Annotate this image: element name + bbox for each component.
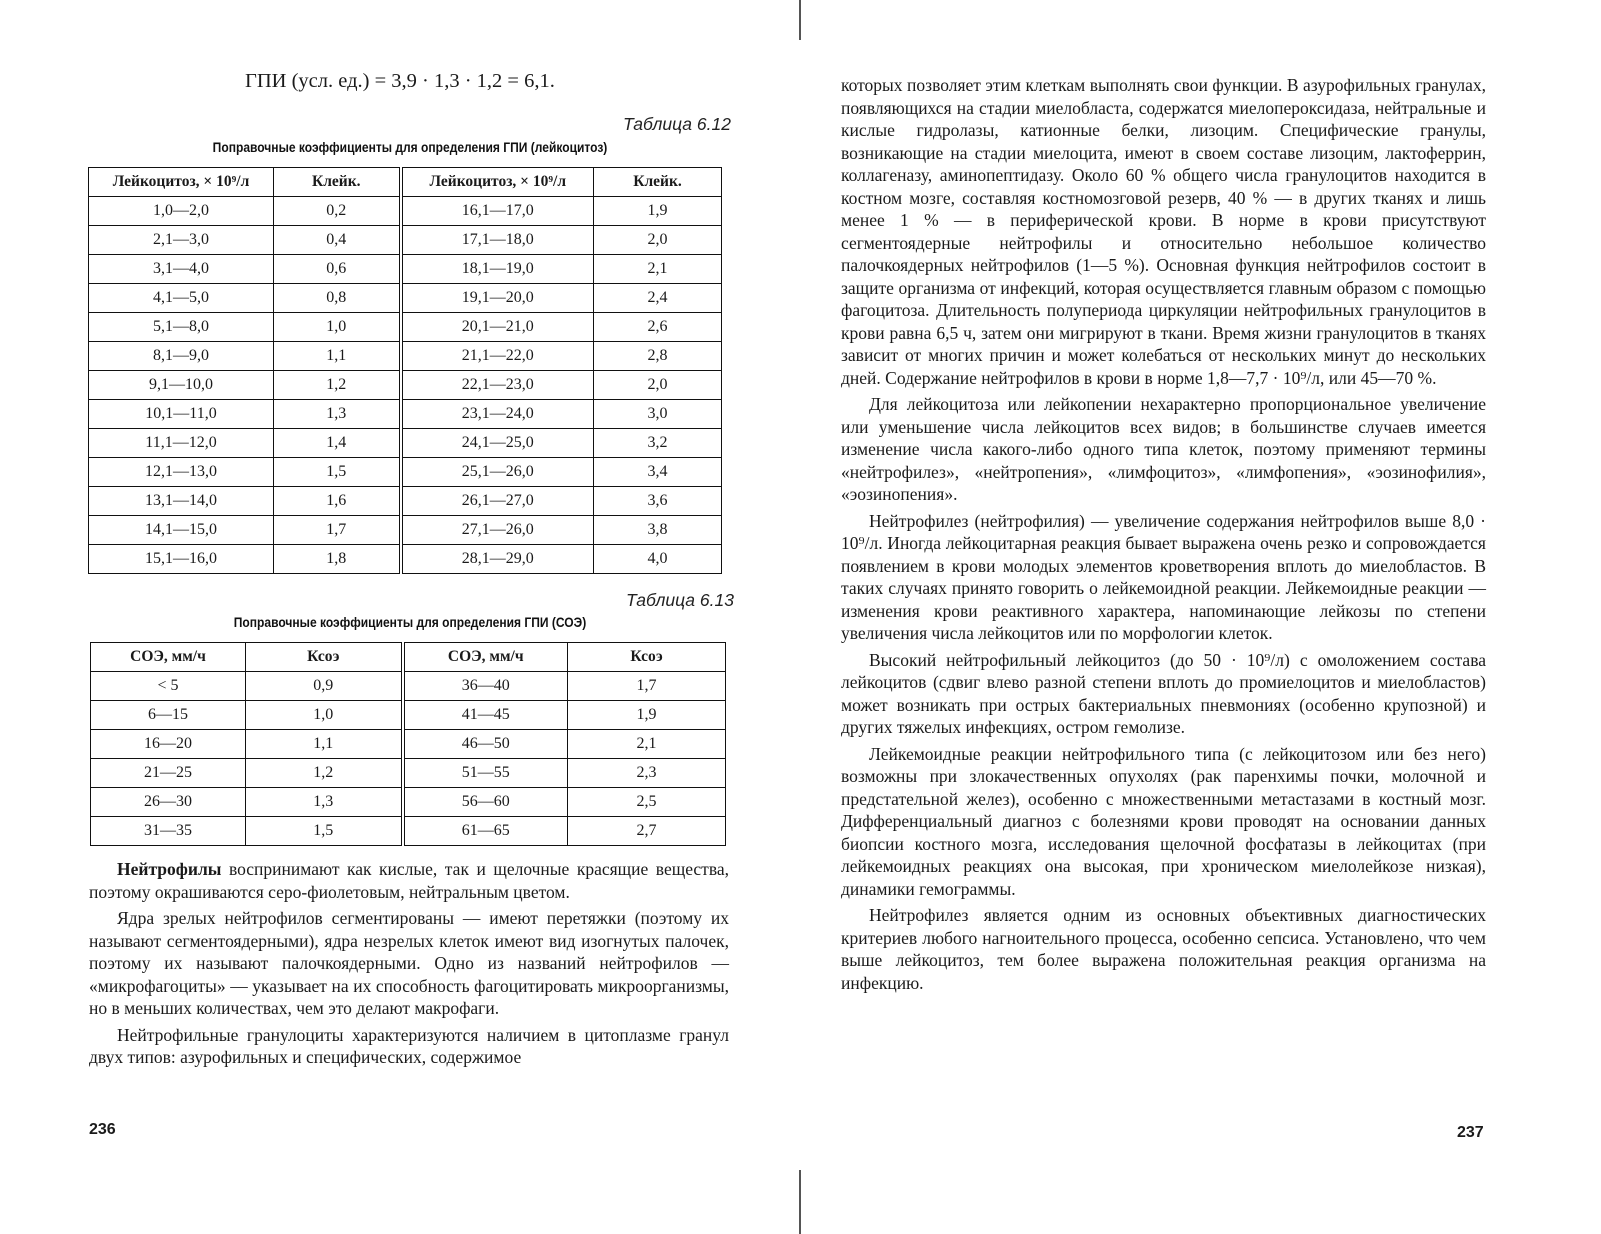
paragraph bbox=[89, 858, 729, 903]
table-row bbox=[89, 400, 722, 429]
paragraph: которых позволяет этим клеткам выполнять свои функции. В азурофильных гранулах, появляющихся на стадии миелобласта, содержатся миелопероксидаза, нейтральные и кислые гидролазы, катионные белки, лизоцим. Специфические гранулы, возникающие на стадии миелоцита, имеют в своем составе лизоцим, лактоферрин, коллагеназу, аминопептидазу. Около 60 % общего числа гранулоцитов находится в костном мозге, составляя костномозговой резерв, 40 % — в других тканях и лишь менее 1 % — в периферической крови. В норме в крови присутствуют сегментоядерные нейтрофилы и относительно небольшое количество палочкоядерных нейтрофилов (1—5 %). Основная функция нейтрофилов состоит в защите организма от инфекций, которая осуществляется главным образом с помощью фагоцитоза. Длительность полупериода циркуляции нейтрофильных гранулоцитов в крови равна 6,5 ч, затем они мигрируют в ткани. Время жизни гранулоцитов в тканях зависит от многих причин и может колебаться от нескольких минут до нескольких дней. Содержание нейтрофилов в крови в норме 1,8—7,7 · 10⁹/л, или 45—70 %. bbox=[841, 75, 1486, 388]
paragraph: Ядра зрелых нейтрофилов сегментированы — имеют перетяжки (поэтому их называют сегментоядерными), ядра незрелых клеток имеют вид изогнутых палочек, поэтому их называют палочкоядерными. Одно из названий нейтрофилов — «микрофагоциты» — указывает на их способность фагоцитировать микроорганизмы, но в меньших количествах, чем это делают макрофаги. bbox=[89, 908, 729, 1018]
table-row bbox=[91, 788, 726, 817]
table-cell: 1,6 bbox=[274, 487, 401, 516]
table-cell: 16,1—17,0 bbox=[401, 197, 594, 226]
table-row bbox=[91, 759, 726, 788]
right-page bbox=[800, 0, 1601, 1234]
table-cell: 2,4 bbox=[594, 284, 722, 313]
table-cell: 23,1—24,0 bbox=[401, 400, 594, 429]
header-k-leuk: Клейк. bbox=[594, 168, 722, 197]
table-row bbox=[89, 197, 722, 226]
table-cell: 8,1—9,0 bbox=[89, 342, 274, 371]
table-6-13 bbox=[90, 642, 726, 846]
table-cell: 13,1—14,0 bbox=[89, 487, 274, 516]
table-cell: 3,0 bbox=[594, 400, 722, 429]
table-cell: 1,3 bbox=[246, 788, 403, 817]
table-cell: 2,3 bbox=[568, 759, 726, 788]
left-page bbox=[0, 0, 800, 1234]
table-cell: 18,1—19,0 bbox=[401, 255, 594, 284]
table-cell: 1,3 bbox=[274, 400, 401, 429]
table-cell: 2,1—3,0 bbox=[89, 226, 274, 255]
table-row bbox=[89, 255, 722, 284]
table-cell: 1,9 bbox=[594, 197, 722, 226]
table-6-12 bbox=[88, 167, 722, 574]
table-cell: 3,4 bbox=[594, 458, 722, 487]
table-cell: 2,8 bbox=[594, 342, 722, 371]
table-cell: 1,0 bbox=[274, 313, 401, 342]
table-cell: 36—40 bbox=[403, 672, 568, 701]
table-cell: 24,1—25,0 bbox=[401, 429, 594, 458]
table-6-13-label: Таблица 6.13 bbox=[626, 590, 734, 610]
page-number: 236 bbox=[89, 1121, 116, 1138]
table-row bbox=[89, 284, 722, 313]
table-cell: 1,5 bbox=[246, 817, 403, 846]
header-k-esr: Ксоэ bbox=[568, 643, 726, 672]
table-cell: 2,6 bbox=[594, 313, 722, 342]
table-header-row bbox=[89, 168, 722, 197]
table-cell: 1,7 bbox=[568, 672, 726, 701]
table-cell: 0,6 bbox=[274, 255, 401, 284]
table-cell: 1,5 bbox=[274, 458, 401, 487]
table-cell: 4,1—5,0 bbox=[89, 284, 274, 313]
table-cell: 27,1—26,0 bbox=[401, 516, 594, 545]
table-cell: 20,1—21,0 bbox=[401, 313, 594, 342]
table-cell: 1,2 bbox=[274, 371, 401, 400]
table-cell: 10,1—11,0 bbox=[89, 400, 274, 429]
table-6-12-label: Таблица 6.12 bbox=[623, 114, 731, 134]
table-cell: 1,4 bbox=[274, 429, 401, 458]
header-leukocytosis: Лейкоцитоз, × 10⁹/л bbox=[401, 168, 594, 197]
table-cell: 2,0 bbox=[594, 226, 722, 255]
table-cell: 1,0 bbox=[246, 701, 403, 730]
header-esr: СОЭ, мм/ч bbox=[403, 643, 568, 672]
table-cell: 31—35 bbox=[91, 817, 246, 846]
term-neutrophils: Нейтрофилы bbox=[117, 859, 222, 879]
table-cell: 61—65 bbox=[403, 817, 568, 846]
table-cell: 9,1—10,0 bbox=[89, 371, 274, 400]
table-row bbox=[91, 672, 726, 701]
table-cell: 0,4 bbox=[274, 226, 401, 255]
table-cell: 4,0 bbox=[594, 545, 722, 574]
table-row bbox=[91, 730, 726, 759]
table-cell: < 5 bbox=[91, 672, 246, 701]
table-cell: 12,1—13,0 bbox=[89, 458, 274, 487]
table-row bbox=[89, 342, 722, 371]
table-6-12-title: Поправочные коэффициенты для определения ГПИ (лейкоцитоз) bbox=[212, 139, 608, 155]
table-header-row bbox=[91, 643, 726, 672]
table-cell: 2,0 bbox=[594, 371, 722, 400]
right-body-text bbox=[841, 74, 1486, 998]
table-cell: 14,1—15,0 bbox=[89, 516, 274, 545]
paragraph: Нейтрофилез является одним из основных объективных диагностических критериев любого нагноительного процесса, особенно сепсиса. Установлено, что чем выше лейкоцитоз, тем более выражена положительная реакция организма на инфекцию. bbox=[841, 905, 1486, 993]
table-cell: 46—50 bbox=[403, 730, 568, 759]
table-cell: 1,9 bbox=[568, 701, 726, 730]
table-row bbox=[91, 817, 726, 846]
header-esr: СОЭ, мм/ч bbox=[91, 643, 246, 672]
table-cell: 3,1—4,0 bbox=[89, 255, 274, 284]
paragraph: Лейкемоидные реакции нейтрофильного типа (с лейкоцитозом или без него) возможны при злокачественных опухолях (рак паренхимы почки, молочной и предстательной желез), особенно с множественными метастазами в костный мозг. Дифференциальный диагноз с болезнями крови проводят на основании данных биопсии костного мозга, исследования щелочной фосфатазы в лейкоцитах (при лейкемоидных реакциях она высокая, при хроническом миелолейкозе низкая), динамики гемограммы. bbox=[841, 743, 1486, 899]
table-cell: 51—55 bbox=[403, 759, 568, 788]
header-leukocytosis: Лейкоцитоз, × 10⁹/л bbox=[89, 168, 274, 197]
table-cell: 6—15 bbox=[91, 701, 246, 730]
paragraph-text: воспринимают как кислые, так и щелочные красящие вещества, поэтому окрашиваются серо-фиолетовым, нейтральным цветом. bbox=[89, 859, 729, 902]
table-cell: 2,5 bbox=[568, 788, 726, 817]
table-row bbox=[91, 701, 726, 730]
table-6-13-body bbox=[91, 672, 726, 846]
table-cell: 1,8 bbox=[274, 545, 401, 574]
table-cell: 2,1 bbox=[594, 255, 722, 284]
table-cell: 41—45 bbox=[403, 701, 568, 730]
table-cell: 1,1 bbox=[246, 730, 403, 759]
table-cell: 26,1—27,0 bbox=[401, 487, 594, 516]
header-k-esr: Ксоэ bbox=[246, 643, 403, 672]
table-cell: 17,1—18,0 bbox=[401, 226, 594, 255]
table-6-12-body bbox=[89, 197, 722, 574]
table-row bbox=[89, 487, 722, 516]
table-cell: 3,8 bbox=[594, 516, 722, 545]
left-body-text bbox=[89, 858, 729, 1073]
table-cell: 25,1—26,0 bbox=[401, 458, 594, 487]
paragraph: Нейтрофилез (нейтрофилия) — увеличение содержания нейтрофилов выше 8,0 · 10⁹/л. Иногда лейкоцитарная реакция бывает выражена очень резко и сопровождается появлением в крови молодых элементов кроветворения вплоть до миелобластов. В таких случаях принято говорить о лейкемоидной реакции. Лейкемоидные реакции — изменения крови реактивного характера, напоминающие лейкозы по степени увеличения числа лейкоцитов или по морфологии клеток. bbox=[841, 510, 1486, 643]
table-cell: 1,7 bbox=[274, 516, 401, 545]
table-cell: 3,6 bbox=[594, 487, 722, 516]
page-number: 237 bbox=[1457, 1124, 1484, 1141]
table-row bbox=[89, 545, 722, 574]
table-cell: 11,1—12,0 bbox=[89, 429, 274, 458]
table-cell: 16—20 bbox=[91, 730, 246, 759]
table-row bbox=[89, 458, 722, 487]
table-cell: 3,2 bbox=[594, 429, 722, 458]
paragraph: Нейтрофильные гранулоциты характеризуются наличием в цитоплазме гранул двух типов: азурофильных и специфических, содержимое bbox=[89, 1024, 729, 1067]
table-cell: 0,8 bbox=[274, 284, 401, 313]
table-cell: 19,1—20,0 bbox=[401, 284, 594, 313]
header-k-leuk: Клейк. bbox=[274, 168, 401, 197]
table-cell: 5,1—8,0 bbox=[89, 313, 274, 342]
table-cell: 56—60 bbox=[403, 788, 568, 817]
paragraph: Для лейкоцитоза или лейкопении нехарактерно пропорциональное увеличение или уменьшение числа лейкоцитов всех видов; в большинстве случаев имеется изменение числа какого-либо одного типа клеток, поэтому применяют термины «нейтрофилез», «нейтропения», «лимфоцитоз», «лимфопения», «эозинофилия», «эозинопения». bbox=[841, 394, 1486, 504]
gpi-formula: ГПИ (усл. ед.) = 3,9 · 1,3 · 1,2 = 6,1. bbox=[245, 70, 555, 92]
table-row bbox=[89, 371, 722, 400]
table-6-13-title: Поправочные коэффициенты для определения ГПИ (СОЭ) bbox=[233, 614, 587, 630]
table-cell: 26—30 bbox=[91, 788, 246, 817]
table-row bbox=[89, 429, 722, 458]
table-cell: 21,1—22,0 bbox=[401, 342, 594, 371]
table-cell: 2,7 bbox=[568, 817, 726, 846]
table-cell: 21—25 bbox=[91, 759, 246, 788]
table-cell: 0,2 bbox=[274, 197, 401, 226]
table-cell: 1,1 bbox=[274, 342, 401, 371]
table-cell: 1,0—2,0 bbox=[89, 197, 274, 226]
table-cell: 15,1—16,0 bbox=[89, 545, 274, 574]
table-cell: 2,1 bbox=[568, 730, 726, 759]
table-cell: 1,2 bbox=[246, 759, 403, 788]
table-row bbox=[89, 313, 722, 342]
table-cell: 28,1—29,0 bbox=[401, 545, 594, 574]
table-row bbox=[89, 516, 722, 545]
table-row bbox=[89, 226, 722, 255]
table-cell: 0,9 bbox=[246, 672, 403, 701]
paragraph: Высокий нейтрофильный лейкоцитоз (до 50 · 10⁹/л) с омоложением состава лейкоцитов (сдвиг влево разной степени вплоть до промиелоцитов и миелобластов) может возникать при острых бактериальных пневмониях (особенно крупозной) и других тяжелых инфекциях, остром гемолизе. bbox=[841, 649, 1486, 737]
table-cell: 22,1—23,0 bbox=[401, 371, 594, 400]
